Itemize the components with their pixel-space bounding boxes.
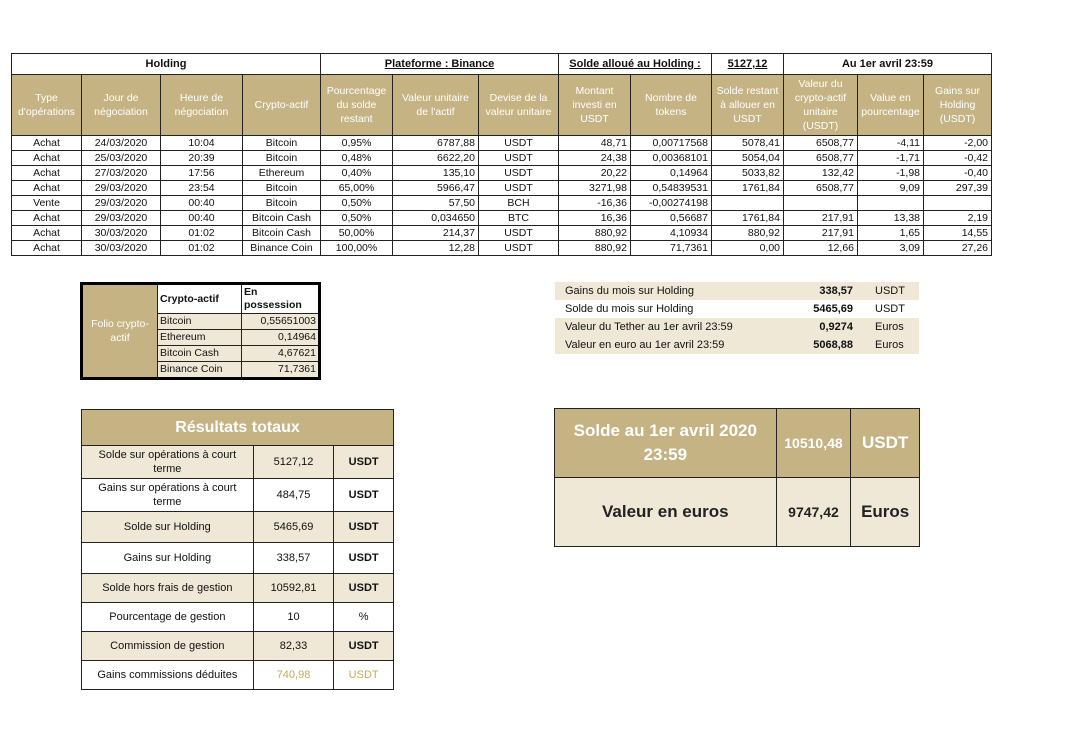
- unit-value-cell: 6622,20: [393, 151, 479, 166]
- results-value: 740,98: [253, 661, 334, 690]
- trade-date-cell: 29/03/2020: [82, 181, 161, 196]
- trade-time-cell: 23:54: [161, 181, 243, 196]
- value-pct-cell: [858, 196, 924, 211]
- invested-usdt-cell: 16,36: [559, 211, 631, 226]
- unit-value-usdt-cell: 12,66: [784, 241, 858, 256]
- unit-currency-cell: USDT: [479, 151, 559, 166]
- table-row: [12, 226, 992, 241]
- final-balance-box: [554, 408, 920, 547]
- value-pct-cell: 3,09: [858, 241, 924, 256]
- summary-value: 0,9274: [789, 318, 857, 336]
- unit-currency-cell: USDT: [479, 181, 559, 196]
- holding-gain-cell: 297,39: [924, 181, 992, 196]
- results-label: Solde sur opérations à court terme: [82, 446, 254, 479]
- results-value: 82,33: [253, 632, 334, 661]
- summary-unit: USDT: [857, 300, 919, 318]
- column-header: Devise de la valeur unitaire: [479, 75, 559, 136]
- unit-value-usdt-cell: 6508,77: [784, 181, 858, 196]
- results-label: Gains sur opérations à court terme: [82, 479, 254, 512]
- unit-value-usdt-cell: [784, 196, 858, 211]
- op-type-cell: Achat: [12, 211, 82, 226]
- results-row: [82, 661, 394, 690]
- unit-value-cell: 214,37: [393, 226, 479, 241]
- summary-label: Valeur du Tether au 1er avril 23:59: [555, 318, 789, 336]
- unit-value-usdt-cell: 132,42: [784, 166, 858, 181]
- results-row: [82, 543, 394, 574]
- token-count-cell: 0,54839531: [631, 181, 712, 196]
- trade-time-cell: 00:40: [161, 211, 243, 226]
- results-label: Solde hors frais de gestion: [82, 574, 254, 603]
- results-unit: USDT: [334, 479, 394, 512]
- summary-label: Solde du mois sur Holding: [555, 300, 789, 318]
- results-label: Gains commissions déduites: [82, 661, 254, 690]
- platform-label: Plateforme : Binance: [321, 54, 559, 75]
- column-header: Valeur unitaire de l'actif: [393, 75, 479, 136]
- column-header: Crypto-actif: [243, 75, 321, 136]
- allocated-balance-value: 5127,12: [712, 54, 784, 75]
- trade-date-cell: 24/03/2020: [82, 136, 161, 151]
- final-balance-value: 10510,48: [776, 409, 851, 478]
- token-count-cell: -0,00274198: [631, 196, 712, 211]
- op-type-cell: Achat: [12, 136, 82, 151]
- results-value: 10: [253, 603, 334, 632]
- value-pct-cell: -4,11: [858, 136, 924, 151]
- crypto-asset-cell: Bitcoin Cash: [243, 226, 321, 241]
- remaining-pct-cell: 0,50%: [321, 196, 393, 211]
- remaining-balance-cell: 5033,82: [712, 166, 784, 181]
- table-row: [12, 196, 992, 211]
- remaining-pct-cell: 0,48%: [321, 151, 393, 166]
- remaining-balance-cell: [712, 196, 784, 211]
- trade-time-cell: 01:02: [161, 226, 243, 241]
- trade-time-cell: 00:40: [161, 196, 243, 211]
- value-pct-cell: -1,71: [858, 151, 924, 166]
- unit-currency-cell: BTC: [479, 211, 559, 226]
- results-unit: USDT: [334, 574, 394, 603]
- op-type-cell: Achat: [12, 241, 82, 256]
- remaining-balance-cell: 1761,84: [712, 211, 784, 226]
- unit-value-cell: 0,034650: [393, 211, 479, 226]
- remaining-pct-cell: 65,00%: [321, 181, 393, 196]
- value-pct-cell: 9,09: [858, 181, 924, 196]
- euro-unit: Euros: [851, 478, 920, 547]
- unit-value-cell: 6787,88: [393, 136, 479, 151]
- remaining-pct-cell: 0,95%: [321, 136, 393, 151]
- invested-usdt-cell: 48,71: [559, 136, 631, 151]
- remaining-balance-cell: 5078,41: [712, 136, 784, 151]
- remaining-balance-cell: 5054,04: [712, 151, 784, 166]
- folio-crypto-name: Ethereum: [158, 330, 242, 346]
- op-type-cell: Achat: [12, 226, 82, 241]
- results-value: 5465,69: [253, 512, 334, 543]
- table-title-row: [12, 54, 992, 75]
- summary-unit: Euros: [857, 318, 919, 336]
- results-unit: USDT: [334, 661, 394, 690]
- token-count-cell: 0,14964: [631, 166, 712, 181]
- holding-gain-cell: 27,26: [924, 241, 992, 256]
- summary-value: 5465,69: [789, 300, 857, 318]
- holding-gain-cell: 14,55: [924, 226, 992, 241]
- trade-date-cell: 29/03/2020: [82, 196, 161, 211]
- column-header: Solde restant à allouer en USDT: [712, 75, 784, 136]
- allocated-balance-label: Solde alloué au Holding :: [559, 54, 712, 75]
- token-count-cell: 71,7361: [631, 241, 712, 256]
- holding-gain-cell: -2,00: [924, 136, 992, 151]
- summary-unit: USDT: [857, 282, 919, 300]
- results-label: Pourcentage de gestion: [82, 603, 254, 632]
- unit-currency-cell: BCH: [479, 196, 559, 211]
- crypto-asset-cell: Bitcoin: [243, 151, 321, 166]
- results-row: [82, 632, 394, 661]
- remaining-pct-cell: 0,50%: [321, 211, 393, 226]
- column-header: Nombre de tokens: [631, 75, 712, 136]
- token-count-cell: 4,10934: [631, 226, 712, 241]
- summary-row: [555, 318, 919, 336]
- folio-label: Folio crypto-actif: [82, 284, 158, 379]
- column-header: Type d'opérations: [12, 75, 82, 136]
- table-row: [12, 241, 992, 256]
- folio-table: [80, 282, 321, 380]
- invested-usdt-cell: 3271,98: [559, 181, 631, 196]
- token-count-cell: 0,00717568: [631, 136, 712, 151]
- summary-unit: Euros: [857, 336, 919, 354]
- folio-col-possession: En possession: [242, 284, 320, 314]
- crypto-asset-cell: Bitcoin: [243, 196, 321, 211]
- unit-value-cell: 135,10: [393, 166, 479, 181]
- invested-usdt-cell: 24,38: [559, 151, 631, 166]
- op-type-cell: Achat: [12, 151, 82, 166]
- column-header: Montant investi en USDT: [559, 75, 631, 136]
- results-value: 10592,81: [253, 574, 334, 603]
- column-header: Value en pourcentage: [858, 75, 924, 136]
- results-value: 5127,12: [253, 446, 334, 479]
- trade-date-cell: 30/03/2020: [82, 226, 161, 241]
- remaining-pct-cell: 100,00%: [321, 241, 393, 256]
- value-pct-cell: 13,38: [858, 211, 924, 226]
- summary-row: [555, 300, 919, 318]
- euro-value-label: Valeur en euros: [555, 478, 777, 547]
- invested-usdt-cell: 880,92: [559, 241, 631, 256]
- folio-crypto-name: Binance Coin: [158, 362, 242, 379]
- holding-title: Holding: [12, 54, 321, 75]
- monthly-summary-table: [555, 282, 919, 354]
- folio-crypto-amount: 0,55651003: [242, 314, 320, 330]
- holding-gain-cell: -0,40: [924, 166, 992, 181]
- table-row: [12, 211, 992, 226]
- final-balance-label: Solde au 1er avril 2020 23:59: [555, 409, 777, 478]
- unit-value-cell: 57,50: [393, 196, 479, 211]
- remaining-balance-cell: 880,92: [712, 226, 784, 241]
- table-row: [12, 166, 992, 181]
- trade-date-cell: 30/03/2020: [82, 241, 161, 256]
- folio-crypto-name: Bitcoin: [158, 314, 242, 330]
- holding-gain-cell: -0,42: [924, 151, 992, 166]
- unit-currency-cell: USDT: [479, 241, 559, 256]
- table-row: [12, 151, 992, 166]
- results-table: [81, 409, 394, 690]
- column-header: Pourcentage du solde restant: [321, 75, 393, 136]
- transactions-table: [11, 53, 992, 256]
- invested-usdt-cell: 20,22: [559, 166, 631, 181]
- crypto-asset-cell: Binance Coin: [243, 241, 321, 256]
- results-value: 338,57: [253, 543, 334, 574]
- holding-gain-cell: [924, 196, 992, 211]
- results-title: Résultats totaux: [82, 410, 394, 446]
- column-header: Heure de négociation: [161, 75, 243, 136]
- results-unit: USDT: [334, 512, 394, 543]
- unit-currency-cell: USDT: [479, 226, 559, 241]
- column-header: Valeur du crypto-actif unitaire (USDT): [784, 75, 858, 136]
- results-unit: USDT: [334, 632, 394, 661]
- trade-time-cell: 10:04: [161, 136, 243, 151]
- summary-row: [555, 336, 919, 354]
- op-type-cell: Achat: [12, 166, 82, 181]
- unit-value-cell: 12,28: [393, 241, 479, 256]
- invested-usdt-cell: -16,36: [559, 196, 631, 211]
- summary-value: 338,57: [789, 282, 857, 300]
- column-header: Gains sur Holding (USDT): [924, 75, 992, 136]
- remaining-balance-cell: 0,00: [712, 241, 784, 256]
- remaining-pct-cell: 50,00%: [321, 226, 393, 241]
- results-unit: USDT: [334, 446, 394, 479]
- summary-row: [555, 282, 919, 300]
- report-date: Au 1er avril 23:59: [784, 54, 992, 75]
- euro-value: 9747,42: [776, 478, 851, 547]
- unit-value-usdt-cell: 217,91: [784, 211, 858, 226]
- summary-value: 5068,88: [789, 336, 857, 354]
- column-header: Jour de négociation: [82, 75, 161, 136]
- value-pct-cell: -1,98: [858, 166, 924, 181]
- unit-value-usdt-cell: 6508,77: [784, 151, 858, 166]
- results-label: Commission de gestion: [82, 632, 254, 661]
- invested-usdt-cell: 880,92: [559, 226, 631, 241]
- final-balance-unit: USDT: [851, 409, 920, 478]
- results-label: Gains sur Holding: [82, 543, 254, 574]
- results-label: Solde sur Holding: [82, 512, 254, 543]
- results-unit: USDT: [334, 543, 394, 574]
- crypto-asset-cell: Bitcoin: [243, 181, 321, 196]
- folio-crypto-amount: 71,7361: [242, 362, 320, 379]
- folio-crypto-amount: 0,14964: [242, 330, 320, 346]
- holding-gain-cell: 2,19: [924, 211, 992, 226]
- trade-date-cell: 27/03/2020: [82, 166, 161, 181]
- crypto-asset-cell: Ethereum: [243, 166, 321, 181]
- table-body: [12, 136, 992, 256]
- folio-crypto-name: Bitcoin Cash: [158, 346, 242, 362]
- token-count-cell: 0,56687: [631, 211, 712, 226]
- token-count-cell: 0,00368101: [631, 151, 712, 166]
- value-pct-cell: 1,65: [858, 226, 924, 241]
- folio-col-crypto: Crypto-actif: [158, 284, 242, 314]
- results-unit: %: [334, 603, 394, 632]
- results-row: [82, 603, 394, 632]
- remaining-balance-cell: 1761,84: [712, 181, 784, 196]
- results-value: 484,75: [253, 479, 334, 512]
- table-header-row: [12, 75, 992, 136]
- crypto-asset-cell: Bitcoin Cash: [243, 211, 321, 226]
- trade-date-cell: 29/03/2020: [82, 211, 161, 226]
- unit-currency-cell: USDT: [479, 166, 559, 181]
- crypto-asset-cell: Bitcoin: [243, 136, 321, 151]
- results-row: [82, 479, 394, 512]
- trade-time-cell: 20:39: [161, 151, 243, 166]
- unit-currency-cell: USDT: [479, 136, 559, 151]
- results-row: [82, 574, 394, 603]
- table-row: [12, 181, 992, 196]
- summary-label: Valeur en euro au 1er avril 23:59: [555, 336, 789, 354]
- unit-value-usdt-cell: 6508,77: [784, 136, 858, 151]
- folio-crypto-amount: 4,67621: [242, 346, 320, 362]
- summary-label: Gains du mois sur Holding: [555, 282, 789, 300]
- trade-time-cell: 01:02: [161, 241, 243, 256]
- remaining-pct-cell: 0,40%: [321, 166, 393, 181]
- unit-value-usdt-cell: 217,91: [784, 226, 858, 241]
- op-type-cell: Achat: [12, 181, 82, 196]
- results-row: [82, 512, 394, 543]
- op-type-cell: Vente: [12, 196, 82, 211]
- table-row: [12, 136, 992, 151]
- trade-time-cell: 17:56: [161, 166, 243, 181]
- trade-date-cell: 25/03/2020: [82, 151, 161, 166]
- unit-value-cell: 5966,47: [393, 181, 479, 196]
- results-row: [82, 446, 394, 479]
